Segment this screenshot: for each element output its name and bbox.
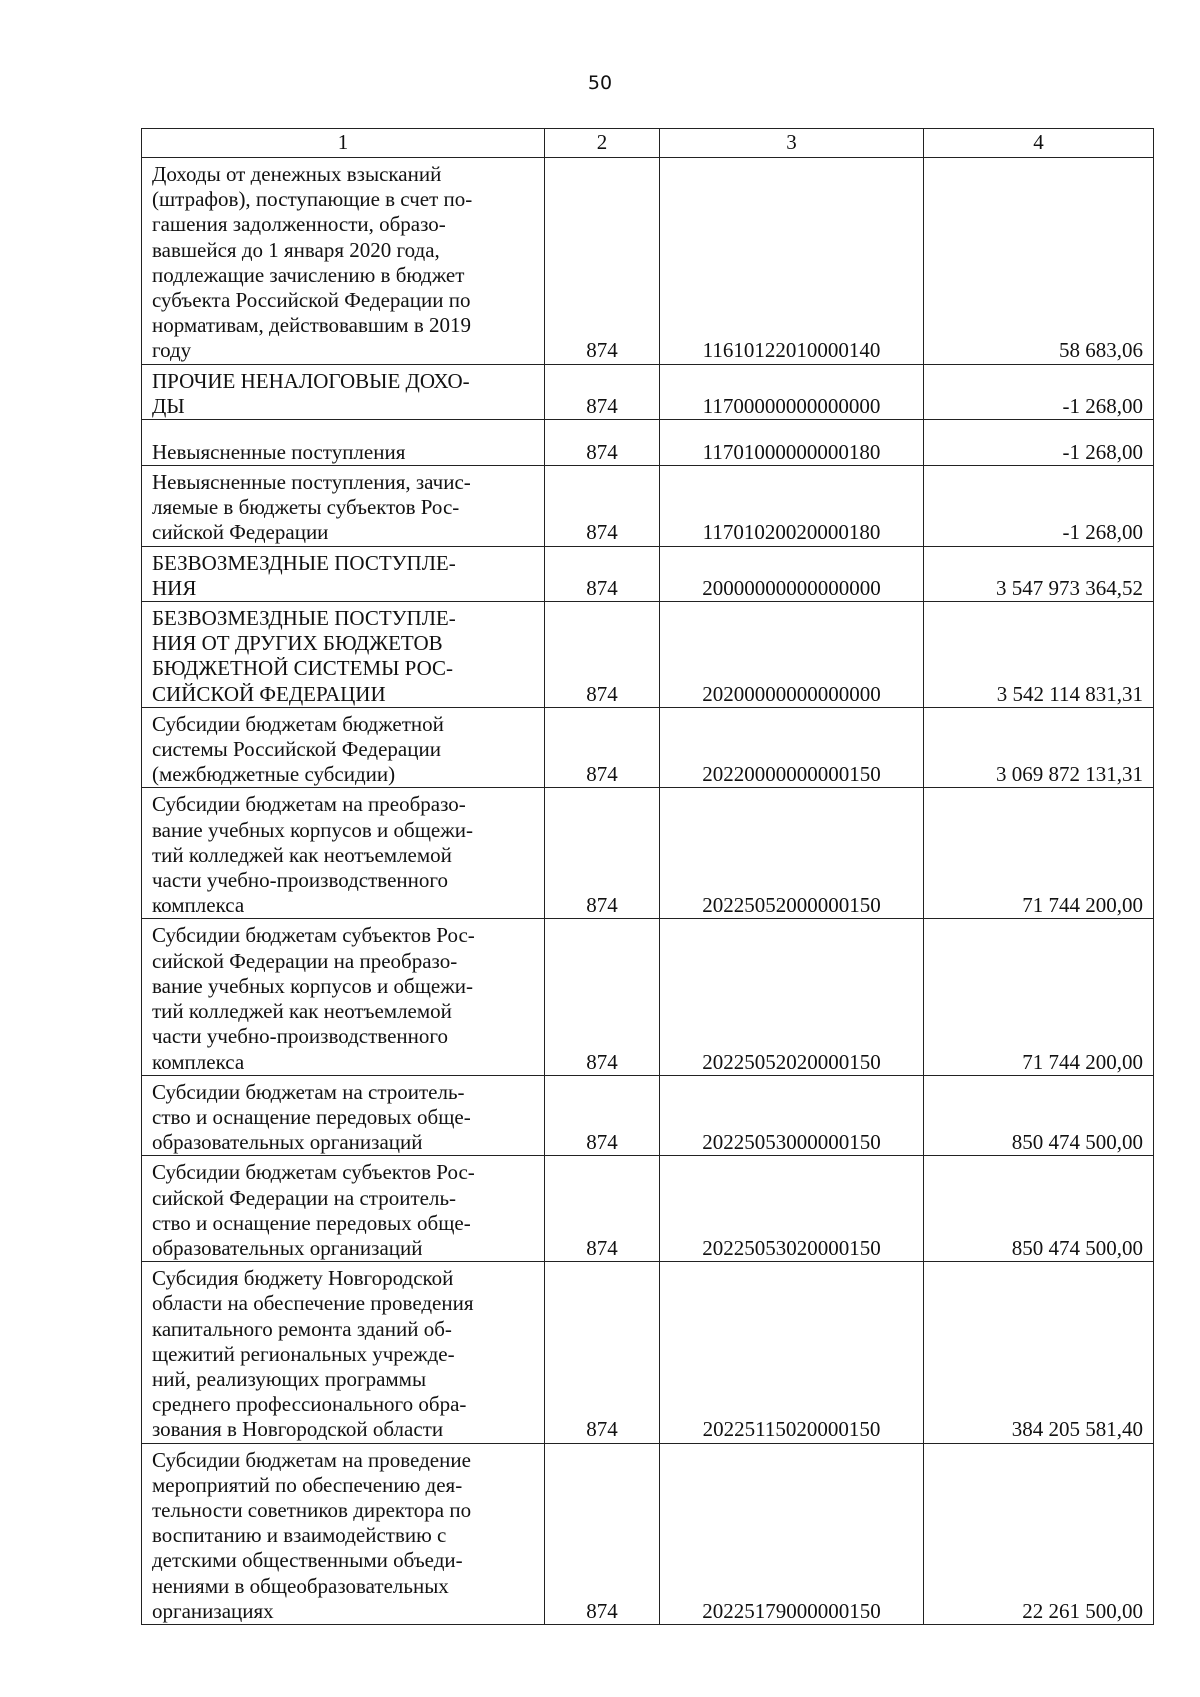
header-col-2: 2 [545,129,660,158]
header-col-4: 4 [924,129,1154,158]
row-classification-code: 20225179000000150 [660,1443,924,1624]
table-row [142,420,1154,466]
row-amount: 71 744 200,00 [924,788,1154,919]
row-amount: 850 474 500,00 [924,1075,1154,1156]
row-amount: -1 268,00 [924,420,1154,466]
table-header-row [142,129,1154,158]
row-description: ПРОЧИЕ НЕНАЛОГОВЫЕ ДОХО- ДЫ [142,364,545,419]
row-description: Субсидия бюджету Новгородской области на обеспечение проведения капитального ремонта зданий об- щежитий региональных учрежде- ний, реализующих программы среднего профессионального обра- зования в Новгородской области [142,1262,545,1443]
row-classification-code: 20225052020000150 [660,919,924,1075]
row-admin-code: 874 [545,466,660,547]
row-admin-code: 874 [545,1075,660,1156]
row-classification-code: 11610122010000140 [660,158,924,365]
table-row [142,602,1154,708]
row-classification-code: 20225053000000150 [660,1075,924,1156]
row-description: Субсидии бюджетам на преобразо- вание учебных корпусов и общежи- тий колледжей как неотъемлемой части учебно-производственного комплекса [142,788,545,919]
row-admin-code: 874 [545,602,660,708]
row-description: Субсидии бюджетам субъектов Рос- сийской Федерации на преобразо- вание учебных корпусов и общежи- тий колледжей как неотъемлемой части учебно-производственного комплекса [142,919,545,1075]
table-row [142,1156,1154,1262]
row-admin-code: 874 [545,919,660,1075]
row-amount: 3 542 114 831,31 [924,602,1154,708]
row-description: Субсидии бюджетам на проведение мероприятий по обеспечению дея- тельности советников директора по воспитанию и взаимодействию с детскими общественными объеди- нениями в общеобразовательных организациях [142,1443,545,1624]
budget-table [141,128,1154,1625]
header-col-3: 3 [660,129,924,158]
row-classification-code: 20200000000000000 [660,602,924,708]
row-classification-code: 11700000000000000 [660,364,924,419]
table-row [142,707,1154,788]
row-admin-code: 874 [545,1443,660,1624]
row-classification-code: 20225052000000150 [660,788,924,919]
table-row [142,546,1154,601]
table-row [142,364,1154,419]
row-classification-code: 20000000000000000 [660,546,924,601]
row-amount: 58 683,06 [924,158,1154,365]
row-description: Субсидии бюджетам бюджетной системы Российской Федерации (межбюджетные субсидии) [142,707,545,788]
page-number: 50 [587,72,613,94]
row-amount: 850 474 500,00 [924,1156,1154,1262]
row-description: БЕЗВОЗМЕЗДНЫЕ ПОСТУПЛЕ- НИЯ ОТ ДРУГИХ БЮДЖЕТОВ БЮДЖЕТНОЙ СИСТЕМЫ РОС- СИЙСКОЙ ФЕДЕРАЦИИ [142,602,545,708]
row-admin-code: 874 [545,158,660,365]
row-amount: 3 547 973 364,52 [924,546,1154,601]
row-amount: -1 268,00 [924,364,1154,419]
row-admin-code: 874 [545,546,660,601]
table-row [142,1262,1154,1443]
row-admin-code: 874 [545,707,660,788]
row-description: Невыясненные поступления, зачис- ляемые в бюджеты субъектов Рос- сийской Федерации [142,466,545,547]
table-row [142,158,1154,365]
row-description: Доходы от денежных взысканий (штрафов), поступающие в счет по- гашения задолженности, образо- вавшейся до 1 января 2020 года, подлежащие зачислению в бюджет субъекта Российской Федерации по нормативам, действовавшим в 2019 году [142,158,545,365]
row-admin-code: 874 [545,420,660,466]
row-description: БЕЗВОЗМЕЗДНЫЕ ПОСТУПЛЕ- НИЯ [142,546,545,601]
header-col-1: 1 [142,129,545,158]
row-amount: 22 261 500,00 [924,1443,1154,1624]
row-admin-code: 874 [545,364,660,419]
row-description: Субсидии бюджетам на строитель- ство и оснащение передовых обще- образовательных организаций [142,1075,545,1156]
table-row [142,1443,1154,1624]
row-amount: -1 268,00 [924,466,1154,547]
row-admin-code: 874 [545,1262,660,1443]
row-classification-code: 20225115020000150 [660,1262,924,1443]
table-row [142,788,1154,919]
row-admin-code: 874 [545,1156,660,1262]
table-row [142,1075,1154,1156]
row-classification-code: 11701020020000180 [660,466,924,547]
row-description: Субсидии бюджетам субъектов Рос- сийской Федерации на строитель- ство и оснащение передовых обще- образовательных организаций [142,1156,545,1262]
row-amount: 3 069 872 131,31 [924,707,1154,788]
row-amount: 71 744 200,00 [924,919,1154,1075]
row-description: Невыясненные поступления [142,420,545,466]
table-row [142,466,1154,547]
table-row [142,919,1154,1075]
row-classification-code: 11701000000000180 [660,420,924,466]
row-classification-code: 20225053020000150 [660,1156,924,1262]
row-amount: 384 205 581,40 [924,1262,1154,1443]
row-classification-code: 20220000000000150 [660,707,924,788]
row-admin-code: 874 [545,788,660,919]
